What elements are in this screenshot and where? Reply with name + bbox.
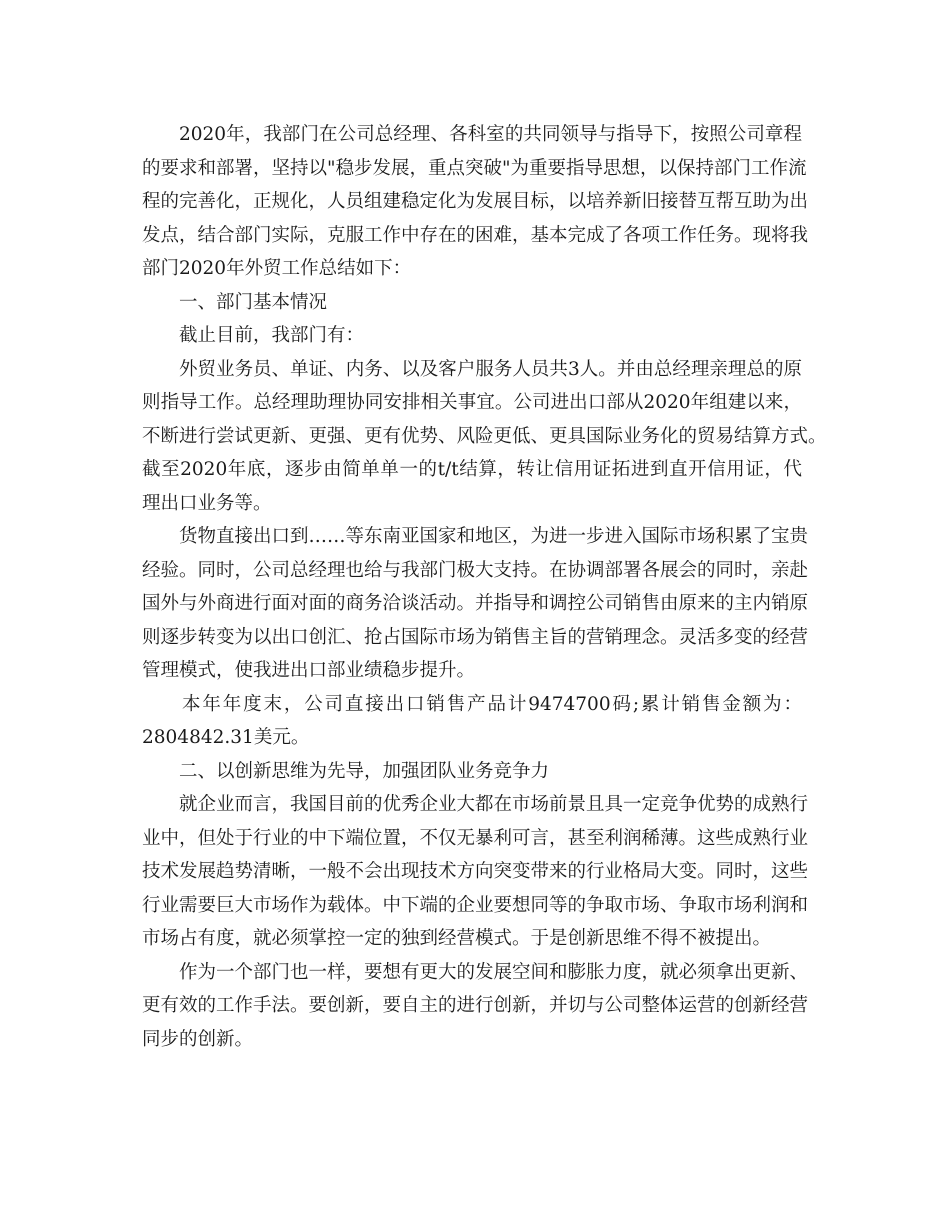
text-line: 部门2020年外贸工作总结如下： [142,258,412,279]
text-line: 二、以创新思维为先导，加强团队业务竞争力 [179,760,550,782]
text-line: 业中，但处于行业的中下端位置，不仅无暴利可言，甚至利润稀薄。这些成熟行业 [142,827,809,849]
text-line: 发点，结合部门实际，克服工作中存在的困难，基本完成了各项工作任务。现将我 [142,224,809,246]
text-line: 行业需要巨大市场作为载体。中下端的企业要想同等的争取市场、争取市场利润和 [142,894,809,916]
text-line: 不断进行尝试更新、更强、更有优势、风险更低、更具国际业务化的贸易结算方式。 [142,425,827,447]
text-line: 货物直接出口到……等东南亚国家和地区，为进一步进入国际市场积累了宝贵 [179,526,809,547]
text-line: 外贸业务员、单证、内务、以及客户服务人员共3人。并由总经理亲理总的原 [179,358,802,380]
text-line: 2804842.31美元。 [142,727,310,748]
text-line: 技术发展趋势清晰，一般不会出现技术方向突变带来的行业格局大变。同时，这些 [142,861,809,882]
text-line: 程的完善化，正规化，人员组建稳定化为发展目标，以培养新旧接替互帮互助为出 [142,191,809,212]
text-line: 国外与外商进行面对面的商务洽谈活动。并指导和调控公司销售由原来的主内销原 [142,593,809,614]
text-line: 作为一个部门也一样，要想有更大的发展空间和膨胀力度，就必须拿出更新、 [179,961,809,983]
text-line: 则逐步转变为以出口创汇、抢占国际市场为销售主旨的营销理念。灵活多变的经营 [142,626,809,648]
text-line: 更有效的工作手法。要创新，要自主的进行创新，并切与公司整体运营的创新经营 [142,995,809,1016]
text-line: 截止目前，我部门有： [179,325,365,346]
document-body [142,118,827,1056]
text-line: 的要求和部署，坚持以"稳步发展，重点突破"为重要指导思想，以保持部门工作流 [142,157,807,179]
text-line: 管理模式，使我进出口部业绩稳步提升。 [142,660,476,681]
text-line: 一、部门基本情况 [179,291,328,313]
text-line: 2020年，我部门在公司总经理、各科室的共同领导与指导下，按照公司章程 [179,124,802,145]
text-line: 就企业而言，我国目前的优秀企业大都在市场前景且具一定竞争优势的成熟行 [179,794,809,815]
text-line: 理出口业务等。 [142,492,272,514]
text-line: 经验。同时，公司总经理也给与我部门极大支持。在协调部署各展会的同时，亲赴 [142,559,809,581]
text-line: 则指导工作。总经理助理协同安排相关事宜。公司进出口部从2020年组建以来， [142,392,802,413]
text-line: 本年年度末，公司直接出口销售产品计9474700码;累计销售金额为： [182,693,802,715]
text-line: 截至2020年底，逐步由简单单一的t/t结算，转让信用证拓进到直开信用证，代 [142,459,802,480]
text-line: 市场占有度，就必须掌控一定的独到经营模式。于是创新思维不得不被提出。 [142,928,772,949]
text-line: 同步的创新。 [142,1028,254,1050]
